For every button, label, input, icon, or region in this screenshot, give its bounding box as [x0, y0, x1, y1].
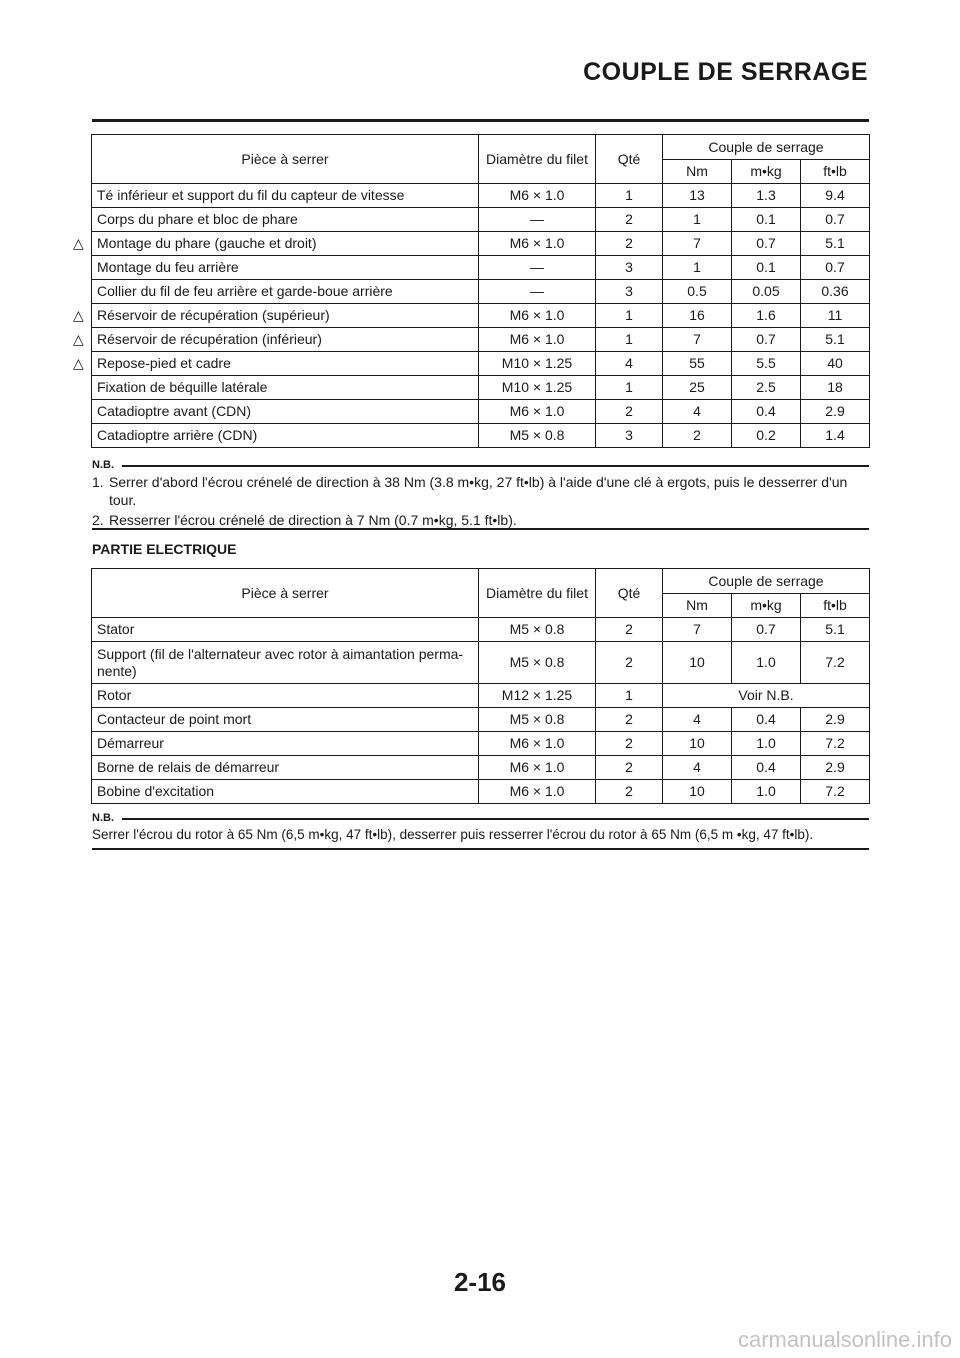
table-row: Fixation de béquille latérale M10 × 1.25 1 25 2.5 18: [92, 376, 870, 400]
header-part: Pièce à serrer: [92, 569, 479, 618]
table-row: Bobine d'excitation M6 × 1.0 2 10 1.0 7.2: [92, 780, 870, 804]
torque-table-electrical: [91, 568, 870, 804]
warning-triangle-icon: △: [73, 331, 84, 347]
header-part: Pièce à serrer: [92, 135, 479, 184]
table-row: Réservoir de récupération (supérieur) M6 × 1.0 1 16 1.6 11: [92, 304, 870, 328]
header-nm: Nm: [663, 160, 732, 184]
note-item: 2. Resserrer l'écrou crénelé de direction à 7 Nm (0.7 m•kg, 5.1 ft•lb).: [92, 512, 517, 528]
table-row: Catadioptre avant (CDN) M6 × 1.0 2 4 0.4 2.9: [92, 400, 870, 424]
warning-triangle-icon: △: [73, 307, 84, 323]
note-rule-top: [122, 818, 869, 820]
table-row: Contacteur de point mort M5 × 0.8 2 4 0.4 2.9: [92, 708, 870, 732]
note-text: [92, 473, 870, 529]
header-torque: Couple de serrage: [663, 135, 870, 160]
table-row: Borne de relais de démarreur M6 × 1.0 2 4 0.4 2.9: [92, 756, 870, 780]
note-rule-bottom: [92, 528, 869, 530]
header-torque: Couple de serrage: [663, 569, 870, 594]
table-row: Montage du phare (gauche et droit) M6 × 1.0 2 7 0.7 5.1: [92, 232, 870, 256]
table-row: Collier du fil de feu arrière et garde-boue arrière — 3 0.5 0.05 0.36: [92, 280, 870, 304]
header-qty: Qté: [596, 569, 663, 618]
table-row: Réservoir de récupération (inférieur) M6 × 1.0 1 7 0.7 5.1: [92, 328, 870, 352]
page-title: COUPLE DE SERRAGE: [583, 58, 868, 86]
header-ftlb: ft•lb: [801, 594, 870, 618]
note-label: N.B.: [92, 459, 114, 471]
header-qty: Qté: [596, 135, 663, 184]
table-row: Corps du phare et bloc de phare — 2 1 0.1 0.7: [92, 208, 870, 232]
note-rule-top: [122, 465, 869, 467]
table-row: Support (fil de l'alternateur avec rotor à aimantation perma-nente) M5 × 0.8 2 10 1.0 7.2: [92, 642, 870, 684]
note-rule-bottom: [92, 848, 869, 850]
section-heading: PARTIE ELECTRIQUE: [92, 541, 237, 557]
watermark: carmanualsonline.info: [737, 1327, 952, 1352]
table-row: Démarreur M6 × 1.0 2 10 1.0 7.2: [92, 732, 870, 756]
table-row: Montage du feu arrière — 3 1 0.1 0.7: [92, 256, 870, 280]
warning-triangle-icon: △: [73, 355, 84, 371]
table-row: Rotor M12 × 1.25 1 Voir N.B.: [92, 684, 870, 708]
header-mkg: m•kg: [732, 594, 801, 618]
torque-table-chassis: [91, 134, 870, 448]
table-row: Stator M5 × 0.8 2 7 0.7 5.1: [92, 618, 870, 642]
note-item: 1. Serrer d'abord l'écrou crénelé de direction à 38 Nm (3.8 m•kg, 27 ft•lb) à l'aide d'une clé à ergots, puis le desserrer d'un tour.: [92, 474, 848, 508]
header-thread: Diamètre du filet: [479, 135, 596, 184]
warning-triangle-icon: △: [73, 235, 84, 251]
note-label: N.B.: [92, 812, 114, 824]
header-ftlb: ft•lb: [801, 160, 870, 184]
table-row: Té inférieur et support du fil du capteur de vitesse M6 × 1.0 1 13 1.3 9.4: [92, 184, 870, 208]
title-rule: [92, 119, 869, 122]
note-text: Serrer l'écrou du rotor à 65 Nm (6,5 m•kg, 47 ft•lb), desserrer puis resserrer l'écrou du rotor à 65 Nm (6,5 m •kg, 47 ft•lb).: [92, 827, 814, 842]
header-thread: Diamètre du filet: [479, 569, 596, 618]
page-number: 2-16: [453, 1267, 507, 1297]
header-mkg: m•kg: [732, 160, 801, 184]
table-row: Catadioptre arrière (CDN) M5 × 0.8 3 2 0.2 1.4: [92, 424, 870, 448]
table-row: Repose-pied et cadre M10 × 1.25 4 55 5.5 40: [92, 352, 870, 376]
header-nm: Nm: [663, 594, 732, 618]
